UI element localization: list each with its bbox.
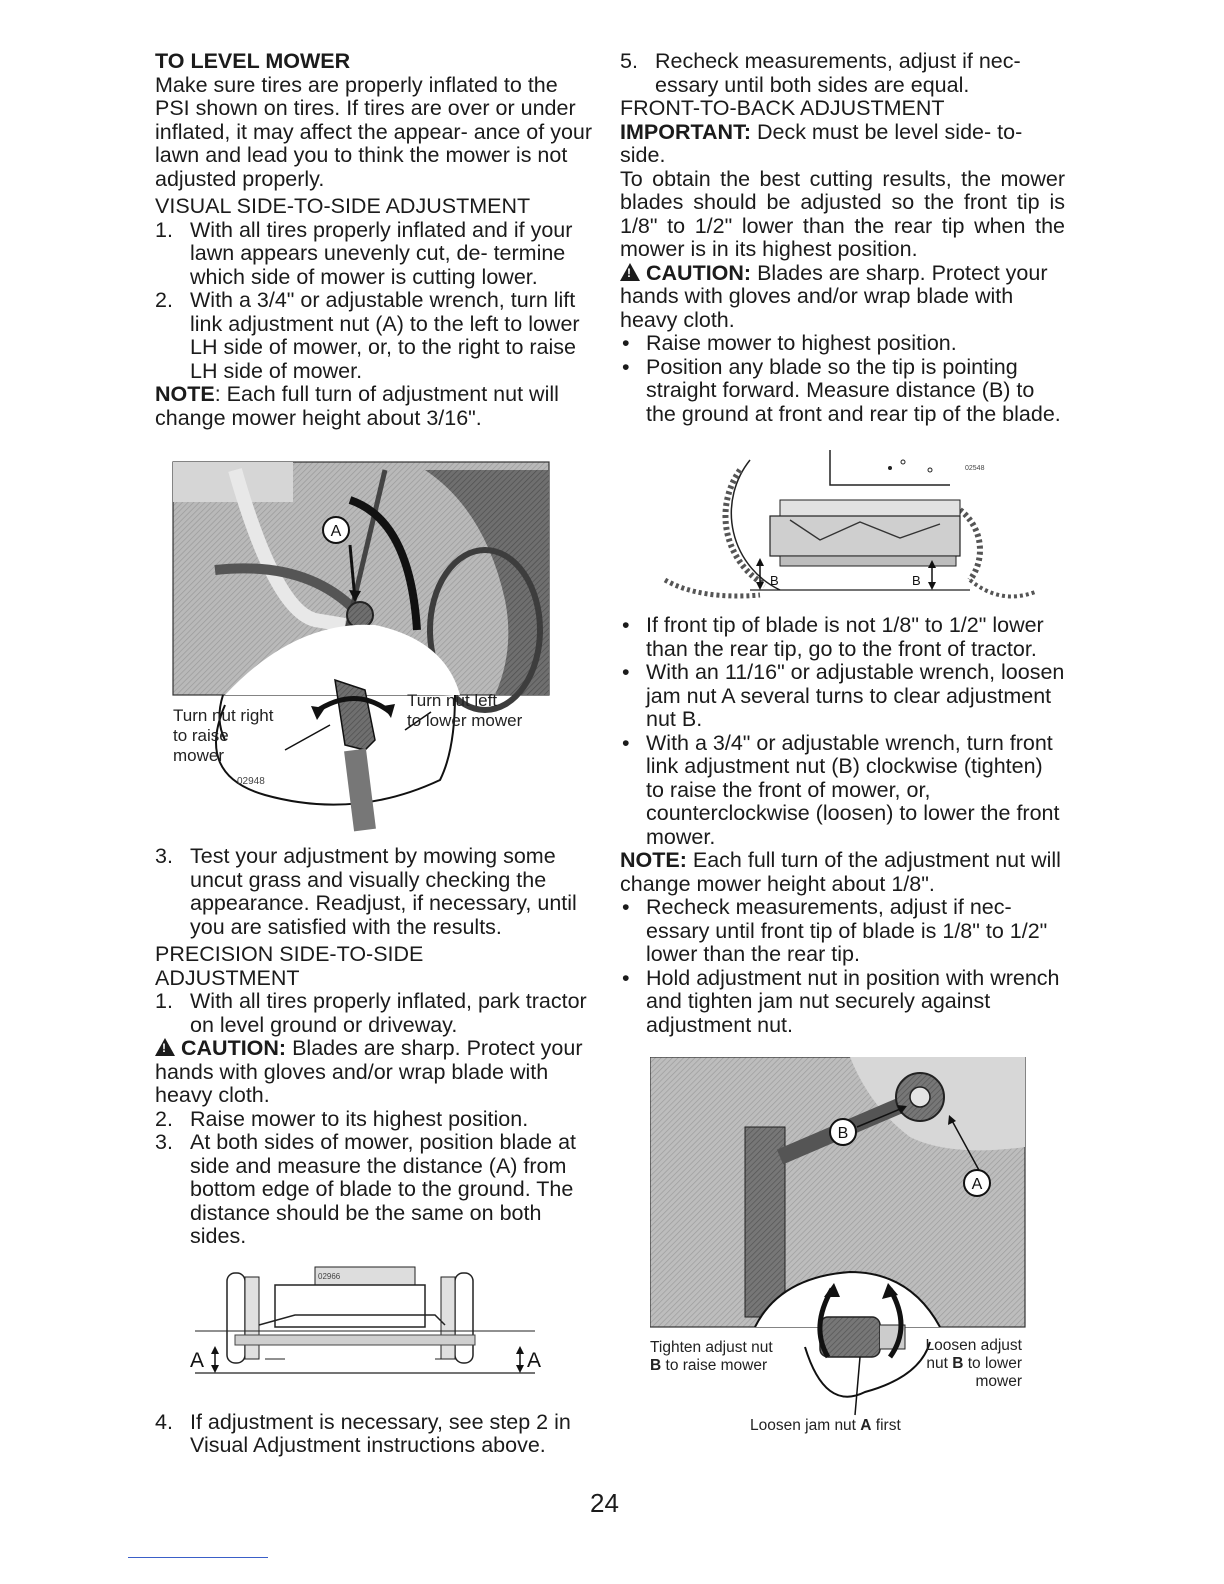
page-number: 24 [590, 1488, 619, 1518]
note-paragraph [620, 849, 1065, 896]
list-text: At both sides of mower, position blade at side and measure the distance (A) from bottom edge of blade to the ground. The distance should be the same on both sides. [190, 1130, 577, 1248]
distance-a-left: A [190, 1348, 205, 1372]
bullet-item: • If front tip of blade is not 1/8" to 1/2" lower than the rear tip, go to the front of tractor. [622, 613, 1044, 661]
list-text: Test your adjustment by mowing some uncut grass and visually checking the appearance. Readjust, if necessary, until you are satisfied with the results. [190, 844, 577, 939]
turn-left-label: Turn nut left to lower mower [407, 691, 523, 730]
right-column [620, 50, 1065, 1457]
footer-divider [128, 1557, 268, 1558]
lift-link-photo [155, 450, 595, 845]
important-label: IMPORTANT: [620, 119, 751, 144]
front-view-diagram [155, 1263, 575, 1403]
important-text: Deck must be level side- to-side. [620, 119, 1023, 167]
distance-b-front: B [770, 573, 779, 588]
list-item [155, 845, 595, 939]
list-item [155, 990, 595, 1037]
callout-a-label: A [330, 523, 342, 540]
list-number: 2. [155, 1106, 173, 1131]
precision-heading: PRECISION SIDE-TO-SIDE ADJUSTMENT [155, 942, 424, 990]
list-number: 1. [155, 989, 173, 1013]
front-link-figure [650, 1057, 1050, 1457]
caution-label: CAUTION: [646, 260, 752, 285]
note-text: : Each full turn of adjustment nut will change mower height about 3/16". [155, 382, 559, 430]
note-label: NOTE: [620, 848, 687, 872]
distance-a-right: A [527, 1348, 542, 1372]
jam-nut-label: Loosen jam nut A first [750, 1417, 901, 1434]
obtain-paragraph: To obtain the best cutting results, the mower blades should be adjusted so the front tip is 1/8" to 1/2" lower than the rear tip when the mower is in its highest position. [620, 166, 1065, 261]
callout-b-label: B [837, 1125, 849, 1142]
side-measure-figure [155, 1263, 575, 1403]
bullet-item: • Hold adjustment nut in position with wrench and tighten jam nut securely against adjustment nut. [622, 965, 1060, 1037]
figure-code: 02966 [318, 1271, 341, 1281]
list-item [155, 1411, 595, 1458]
note-text: Each full turn of the adjustment nut will change mower height about 1/8". [620, 848, 1061, 896]
warning-icon [620, 263, 640, 281]
front-link-photo [650, 1057, 1050, 1457]
figure-code: 02548 [965, 465, 985, 472]
list-item [155, 289, 595, 383]
list-number: 1. [155, 217, 173, 242]
section-title: TO LEVEL MOWER [155, 49, 351, 73]
visual-heading: VISUAL SIDE-TO-SIDE ADJUSTMENT [155, 194, 531, 218]
warning-icon [155, 1038, 175, 1056]
caution-text: Blades are sharp. Protect your hands with gloves and/or wrap blade with heavy cloth. [155, 1036, 583, 1107]
caution-label: CAUTION: [181, 1036, 287, 1060]
list-item [155, 219, 595, 290]
front-back-heading: FRONT-TO-BACK ADJUSTMENT [620, 96, 945, 120]
list-text: With a 3/4" or adjustable wrench, turn lift link adjustment nut (A) to the left to lower LH side of mower, or, to the right to raise LH side of mower. [190, 288, 580, 383]
caution-paragraph [155, 1037, 595, 1108]
note-paragraph [155, 383, 595, 430]
intro-paragraph: Make sure tires are properly inflated to the PSI shown on tires. If tires are over or under inflated, it may affect the appear- ance of your lawn and lead you to think the mower is not adjusted properly. [155, 72, 593, 191]
list-text: Raise mower to its highest position. [190, 1106, 529, 1131]
lift-link-figure [155, 450, 595, 845]
list-text: With all tires properly inflated and if your lawn appears unevenly cut, de- termine which side of mower is cutting lower. [190, 217, 573, 289]
list-number: 5. [620, 49, 638, 73]
list-number: 2. [155, 288, 173, 312]
list-number: 3. [155, 1130, 173, 1154]
tighten-label: Tighten adjust nut B to raise mower [650, 1339, 773, 1374]
list-item [155, 1131, 595, 1249]
bullet-item: • Raise mower to highest position. [622, 331, 957, 355]
side-view-diagram [620, 440, 1065, 610]
bullet-item: • With a 3/4" or adjustable wrench, turn front link adjustment nut (B) clockwise (tighten) to raise the front of mower, or, counterclockwise (loosen) to lower the front mower. [622, 730, 1060, 849]
front-back-figure [620, 440, 1065, 610]
list-item [620, 50, 1065, 97]
bullet-item: • With an 11/16" or adjustable wrench, loosen jam nut A several turns to clear adjustment nut B. [622, 660, 1065, 731]
list-text: With all tires properly inflated, park tractor on level ground or driveway. [190, 989, 587, 1037]
list-text: If adjustment is necessary, see step 2 in Visual Adjustment instructions above. [190, 1409, 571, 1457]
callout-a-label: A [971, 1176, 983, 1193]
caution-text: Blades are sharp. Protect your hands with gloves and/or wrap blade with heavy cloth. [620, 260, 1048, 332]
figure-code: 02948 [237, 776, 265, 787]
caution-paragraph [620, 262, 1065, 333]
turn-right-label: Turn nut right to raise mower [173, 706, 274, 765]
note-label: NOTE [155, 382, 215, 406]
list-item [155, 1108, 595, 1132]
list-number: 4. [155, 1409, 173, 1434]
important-paragraph [620, 121, 1065, 168]
bullet-item: • Recheck measurements, adjust if nec- essary until front tip of blade is 1/8" to 1/2" lower than the rear tip. [622, 895, 1048, 966]
distance-b-rear: B [912, 573, 921, 588]
loosen-label: Loosen adjust nut B to lower mower [925, 1337, 1022, 1390]
left-column [155, 50, 595, 1458]
list-number: 3. [155, 844, 173, 868]
bullet-item: • Position any blade so the tip is pointing straight forward. Measure distance (B) to the ground at front and rear tip of the blade. [622, 354, 1061, 426]
list-text: Recheck measurements, adjust if nec- essary until both sides are equal. [655, 49, 1021, 97]
